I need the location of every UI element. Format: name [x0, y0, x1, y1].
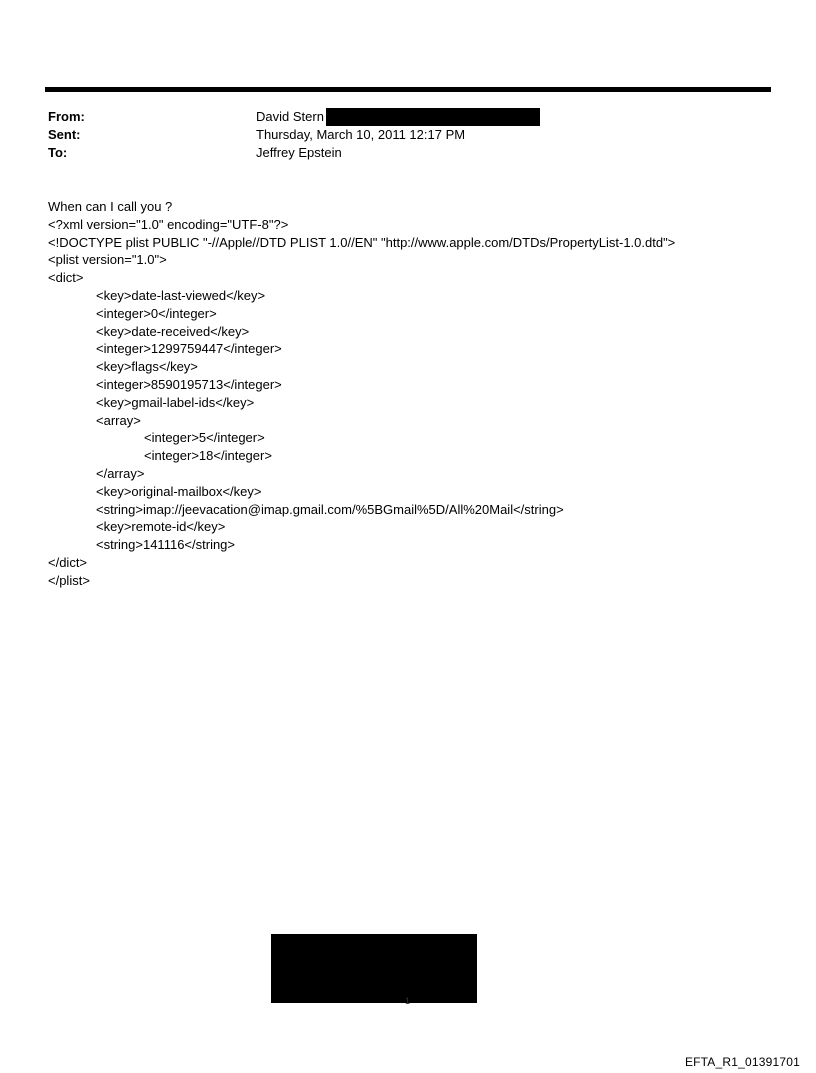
body-line: <integer>5</integer> — [144, 430, 265, 446]
body-line: <integer>8590195713</integer> — [96, 376, 282, 392]
body-line: <?xml version="1.0" encoding="UTF-8"?> — [48, 216, 289, 232]
body-line: <key>date-received</key> — [96, 323, 250, 339]
body-line: <string>141116</string> — [96, 537, 236, 553]
email-header — [48, 108, 768, 162]
body-line: <key>original-mailbox</key> — [96, 483, 262, 499]
body-line: </plist> — [48, 572, 90, 588]
header-divider — [45, 87, 771, 92]
body-line: <integer>0</integer> — [96, 305, 217, 321]
body-line: <!DOCTYPE plist PUBLIC "-//Apple//DTD PLIST 1.0//EN" "http://www.apple.com/DTDs/PropertyList-1.0.dtd"> — [48, 234, 676, 250]
email-body — [48, 198, 788, 590]
sent-label: Sent: — [48, 127, 81, 142]
body-line: <string>imap://jeevacation@imap.gmail.com/%5BGmail%5D/All%20Mail</string> — [96, 501, 564, 517]
sender-name: David Stern — [256, 109, 324, 124]
body-line: </dict> — [48, 554, 88, 570]
from-label: From: — [48, 109, 85, 124]
body-line: <key>gmail-label-ids</key> — [96, 394, 255, 410]
body-line: <plist version="1.0"> — [48, 252, 167, 268]
to-row — [48, 144, 768, 162]
to-value: Jeffrey Epstein — [256, 145, 342, 160]
body-line: When can I call you ? — [48, 199, 173, 214]
from-value — [256, 108, 540, 126]
body-line: <array> — [96, 412, 141, 428]
body-line: <integer>1299759447</integer> — [96, 341, 282, 357]
redaction-box — [326, 108, 540, 126]
body-line: <key>date-last-viewed</key> — [96, 287, 266, 303]
body-line: <key>flags</key> — [96, 359, 198, 375]
body-line: <key>remote-id</key> — [96, 519, 226, 535]
sent-value: Thursday, March 10, 2011 12:17 PM — [256, 127, 466, 142]
body-line: <integer>18</integer> — [144, 448, 272, 464]
sent-row — [48, 126, 768, 144]
redaction-box — [271, 934, 477, 1003]
from-row — [48, 108, 768, 126]
body-line: </array> — [96, 465, 145, 481]
body-line: <dict> — [48, 270, 84, 286]
to-label: To: — [48, 145, 68, 160]
bates-number: EFTA_R1_01391701 — [684, 1055, 800, 1069]
page-number: 1 — [405, 996, 411, 1006]
